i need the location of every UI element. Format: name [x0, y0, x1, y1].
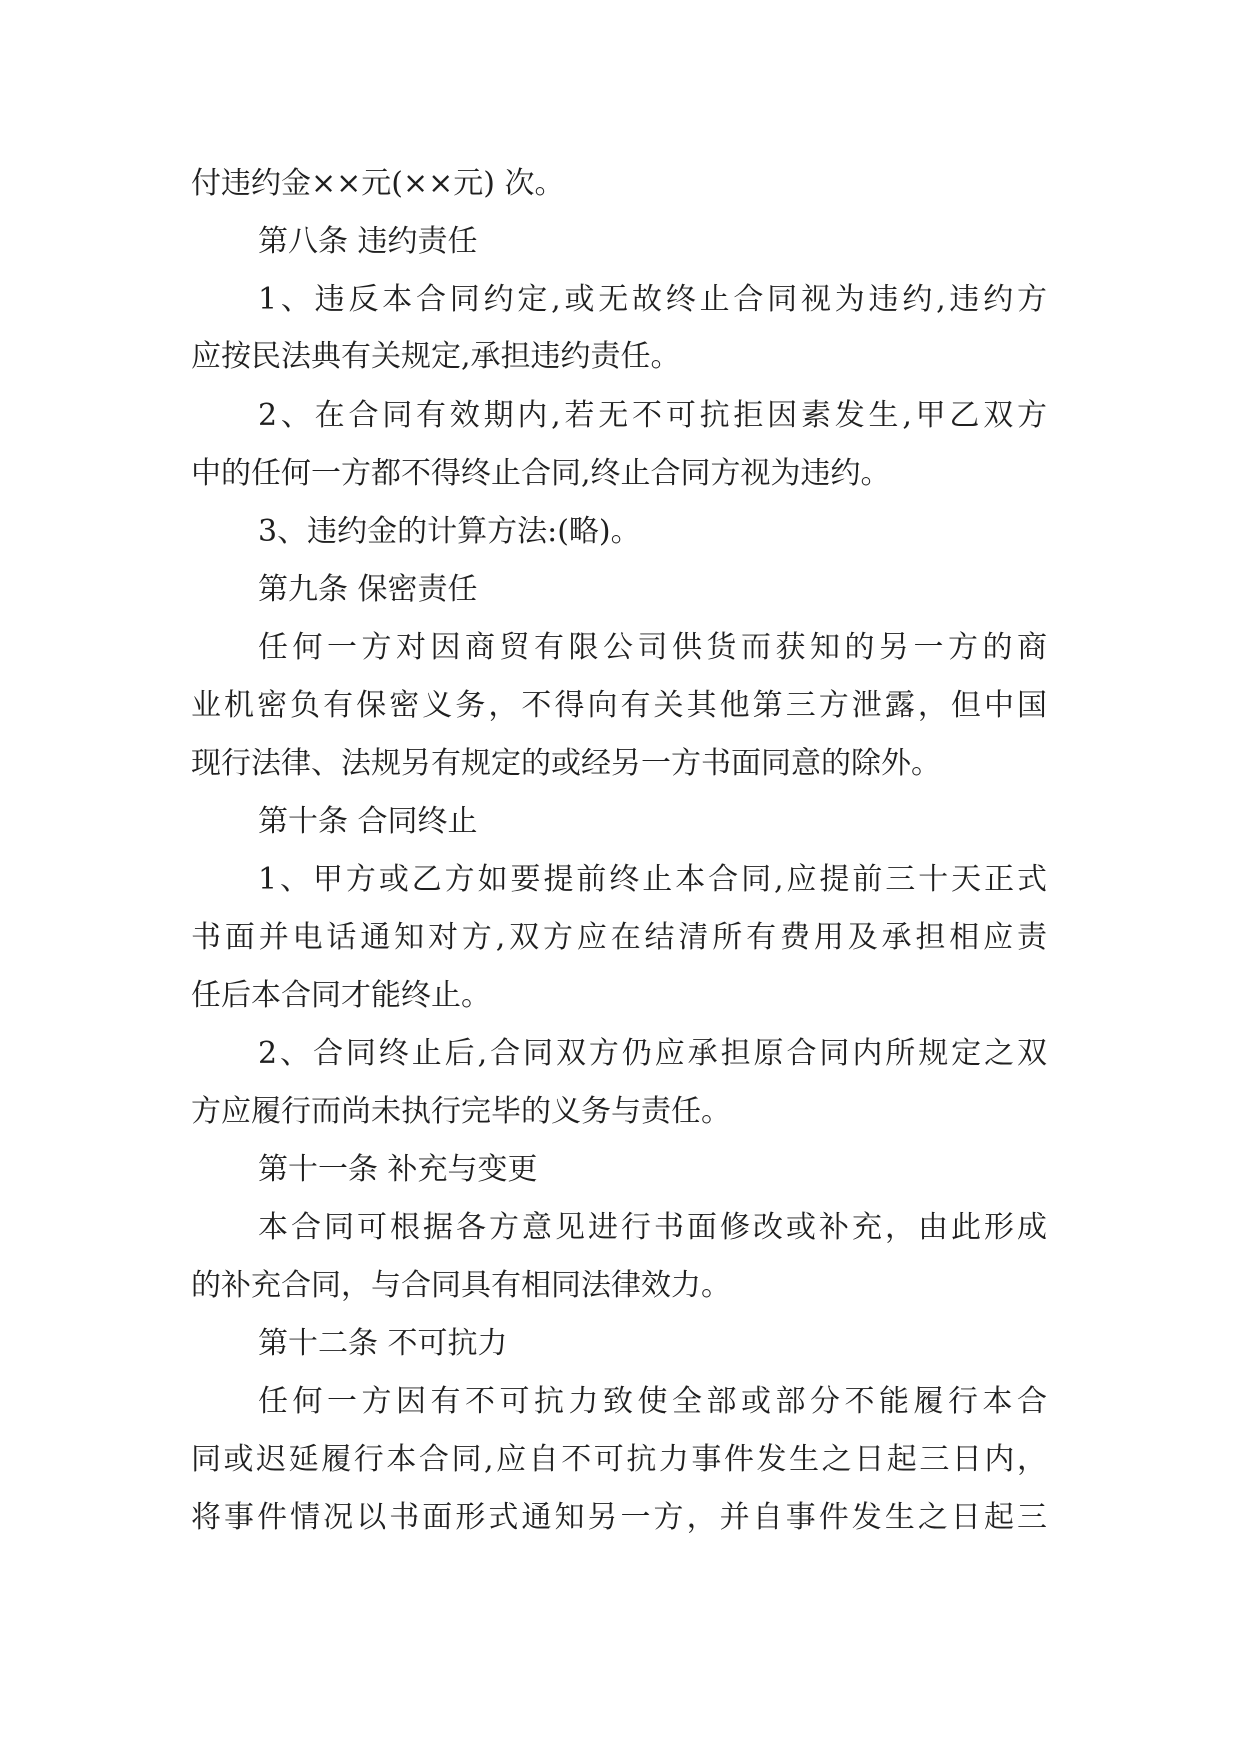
paragraph-line: 付违约金××元(××元) 次。 [191, 166, 565, 201]
paragraph-line: 2、合同终止后,合同双方仍应承担原合同内所规定之双 [258, 1036, 1047, 1071]
paragraph-line: 业机密负有保密义务，不得向有关其他第三方泄露，但中国 [191, 688, 1047, 723]
section-heading: 第十一条 补充与变更 [258, 1152, 538, 1187]
paragraph-line: 2、在合同有效期内,若无不可抗拒因素发生,甲乙双方 [258, 398, 1047, 433]
paragraph-line: 同或迟延履行本合同,应自不可抗力事件发生之日起三日内， [191, 1442, 1047, 1477]
paragraph-line: 方应履行而尚未执行完毕的义务与责任。 [191, 1094, 731, 1129]
paragraph-line: 1、违反本合同约定,或无故终止合同视为违约,违约方 [258, 282, 1047, 317]
section-heading: 第十二条 不可抗力 [258, 1326, 508, 1361]
paragraph-line: 任何一方因有不可抗力致使全部或部分不能履行本合 [258, 1384, 1047, 1419]
paragraph-line: 中的任何一方都不得终止合同,终止合同方视为违约。 [191, 456, 891, 491]
paragraph-line: 本合同可根据各方意见进行书面修改或补充，由此形成 [258, 1210, 1047, 1245]
paragraph-line: 1、甲方或乙方如要提前终止本合同,应提前三十天正式 [258, 862, 1047, 897]
paragraph-line: 书面并电话通知对方,双方应在结清所有费用及承担相应责 [191, 920, 1047, 955]
paragraph-line: 的补充合同，与合同具有相同法律效力。 [191, 1268, 731, 1303]
paragraph-line: 任后本合同才能终止。 [191, 978, 491, 1013]
paragraph-line: 任何一方对因商贸有限公司供货而获知的另一方的商 [258, 630, 1047, 665]
paragraph-line: 现行法律、法规另有规定的或经另一方书面同意的除外。 [191, 746, 941, 781]
paragraph-line: 3、违约金的计算方法:(略)。 [258, 514, 641, 549]
paragraph-line: 将事件情况以书面形式通知另一方，并自事件发生之日起三 [191, 1500, 1047, 1535]
paragraph-line: 应按民法典有关规定,承担违约责任。 [191, 339, 681, 374]
section-heading: 第十条 合同终止 [258, 804, 478, 839]
section-heading: 第九条 保密责任 [258, 572, 478, 607]
section-heading: 第八条 违约责任 [258, 224, 478, 259]
